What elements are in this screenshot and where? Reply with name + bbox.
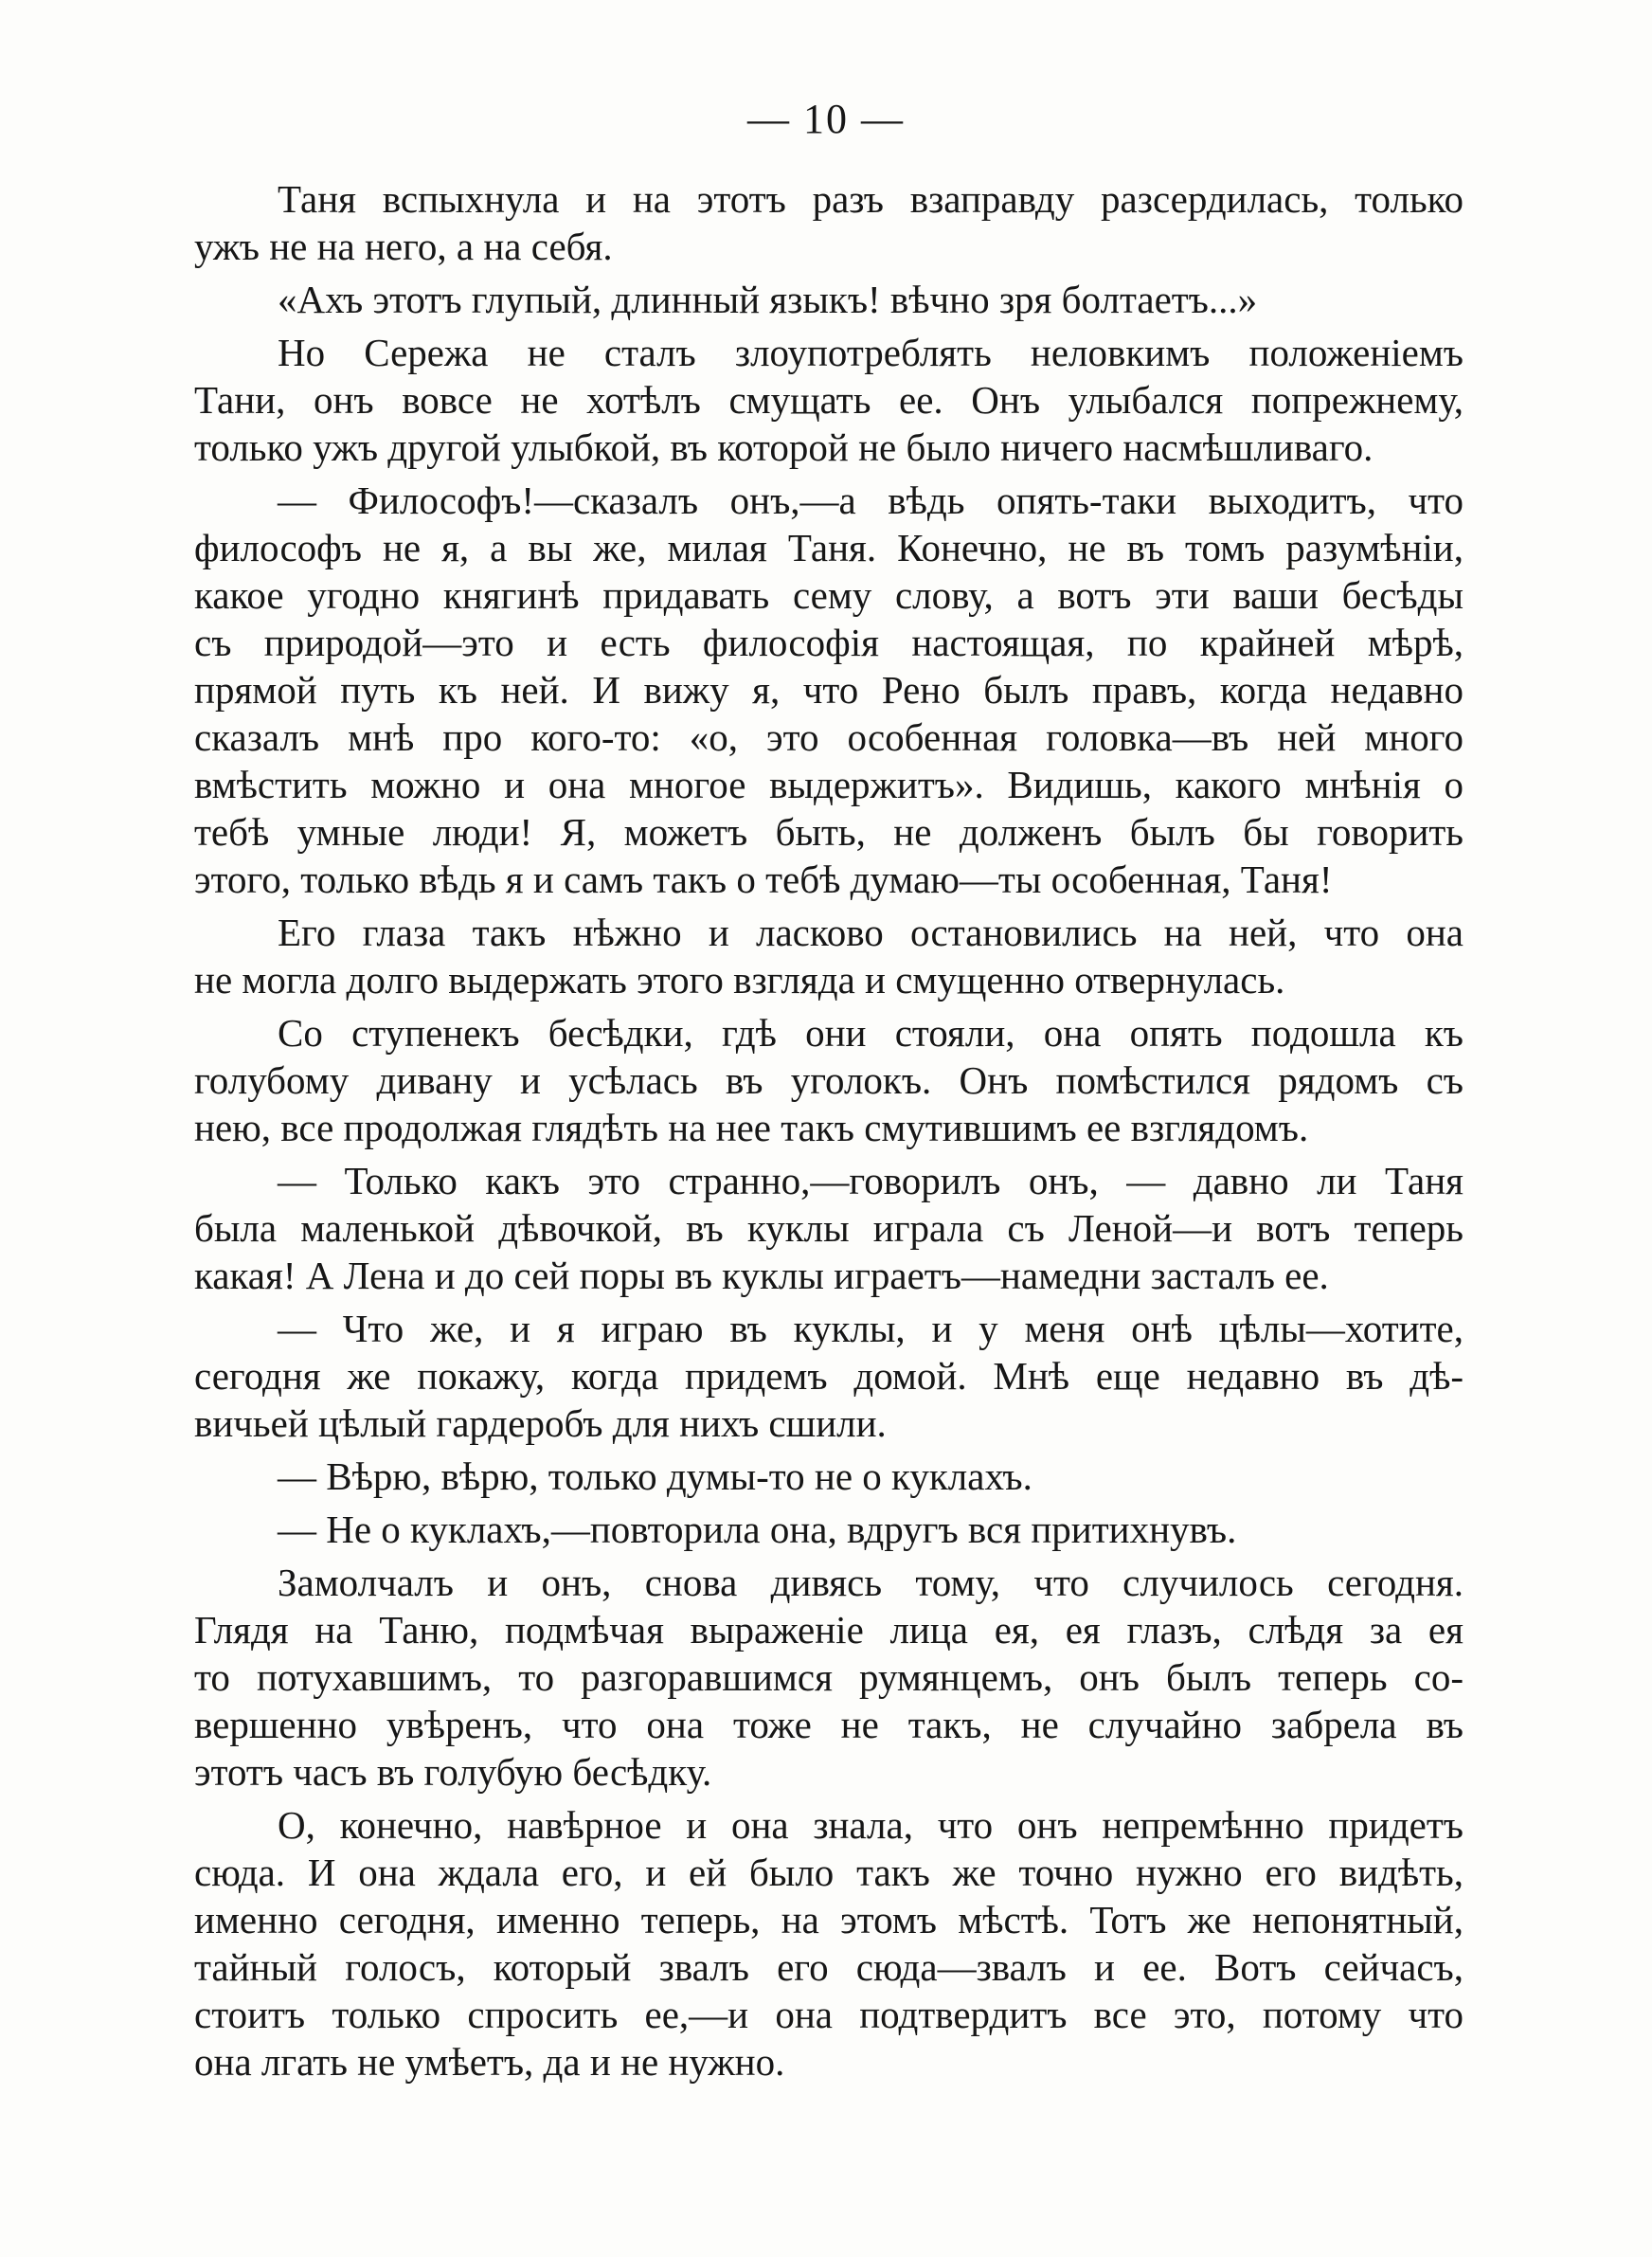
text-line: вичьей цѣлый гардеробъ для нихъ сшили. [194,1401,887,1445]
paragraph [194,276,1463,323]
text-line: сегодня же покажу, когда придемъ домой. Мнѣ еще недавно въ дѣ- [194,1354,1463,1398]
body-text [194,175,1463,2091]
text-line: тебѣ умные люди! Я, можетъ быть, не долженъ былъ бы говорить [194,810,1463,854]
text-line: Со ступенекъ бесѣдки, гдѣ они стояли, она опять подошла къ [278,1011,1463,1055]
text-line: — Что же, и я играю въ куклы, и у меня онѣ цѣлы—хотите, [278,1307,1463,1350]
text-line: сюда. И она ждала его, и ей было такъ же точно нужно его видѣть, [194,1851,1463,1894]
text-line: то потухавшимъ, то разгоравшимся румянцемъ, онъ былъ теперь со- [194,1655,1463,1699]
paragraph [194,1801,1463,2085]
text-line: Таня вспыхнула и на этотъ разъ взаправду разсердилась, только [278,177,1463,221]
page-number: — 10 — [747,96,905,142]
text-line: Но Сережа не сталъ злоупотреблять неловкимъ положеніемъ [278,331,1463,374]
text-line: ужъ не на него, а на себя. [194,225,613,268]
text-line: — Не о куклахъ,—повторила она, вдругъ вся притихнувъ. [278,1508,1237,1551]
text-line: только ужъ другой улыбкой, въ которой не было ничего насмѣшливаго. [194,425,1374,469]
paragraph [194,1157,1463,1299]
text-line: нею, все продолжая глядѣть на нее такъ смутившимъ ее взглядомъ. [194,1106,1309,1149]
paragraph [194,175,1463,270]
text-line: Тани, онъ вовсе не хотѣлъ смущать ее. Онъ улыбался попрежнему, [194,378,1463,422]
text-line: была маленькой дѣвочкой, въ куклы играла съ Леной—и вотъ теперь [194,1206,1463,1250]
text-line: вмѣстить можно и она многое выдержитъ». Видишь, какого мнѣнія о [194,763,1463,806]
text-line: прямой путь къ ней. И вижу я, что Рено былъ правъ, когда недавно [194,668,1463,712]
text-line: — Философъ!—сказалъ онъ,—а вѣдь опять-таки выходитъ, что [278,478,1463,522]
text-line: тайный голосъ, который звалъ его сюда—звалъ и ее. Вотъ сейчасъ, [194,1945,1463,1989]
text-line: — Только какъ это странно,—говорилъ онъ, — давно ли Таня [278,1159,1463,1202]
paragraph [194,1506,1463,1553]
text-line: какое угодно княгинѣ придавать сему слову, а вотъ эти ваши бесѣды [194,573,1463,617]
text-line: О, конечно, навѣрное и она знала, что онъ непремѣнно придетъ [278,1803,1463,1847]
text-line: философъ не я, а вы же, милая Таня. Конечно, не въ томъ разумѣніи, [194,526,1463,569]
paragraph [194,1559,1463,1796]
text-line: — Вѣрю, вѣрю, только думы-то не о куклахъ. [278,1454,1032,1498]
text-line: «Ахъ этотъ глупый, длинный языкъ! вѣчно зря болтаетъ...» [278,278,1258,321]
text-line: она лгать не умѣетъ, да и не нужно. [194,2040,785,2084]
text-line: вершенно увѣренъ, что она тоже не такъ, не случайно забрела въ [194,1703,1463,1746]
text-line: Глядя на Таню, подмѣчая выраженіе лица ея, ея глазъ, слѣдя за ея [194,1608,1463,1652]
text-line: какая! А Лена и до сей поры въ куклы играетъ—намедни засталъ ее. [194,1254,1329,1297]
text-line: этого, только вѣдь я и самъ такъ о тебѣ думаю—ты особенная, Таня! [194,858,1333,901]
paragraph [194,1009,1463,1151]
text-line: этотъ часъ въ голубую бесѣдку. [194,1750,712,1794]
text-line: стоитъ только спросить ее,—и она подтвердитъ все это, потому что [194,1993,1463,2036]
paragraph [194,1453,1463,1500]
text-line: Замолчалъ и онъ, снова дивясь тому, что случилось сегодня. [278,1561,1463,1604]
text-line: Его глаза такъ нѣжно и ласково остановились на ней, что она [278,911,1463,954]
paragraph [194,329,1463,471]
text-line: именно сегодня, именно теперь, на этомъ мѣстѣ. Тотъ же непонятный, [194,1898,1463,1941]
paragraph [194,1305,1463,1447]
text-line: не могла долго выдержать этого взгляда и смущенно отвернулась. [194,958,1285,1002]
paragraph [194,477,1463,903]
text-line: голубому дивану и усѣлась въ уголокъ. Онъ помѣстился рядомъ съ [194,1058,1463,1102]
text-line: сказалъ мнѣ про кого-то: «о, это особенная головка—въ ней много [194,715,1463,759]
text-line: съ природой—это и есть философія настоящая, по крайней мѣрѣ, [194,621,1463,664]
paragraph [194,909,1463,1003]
